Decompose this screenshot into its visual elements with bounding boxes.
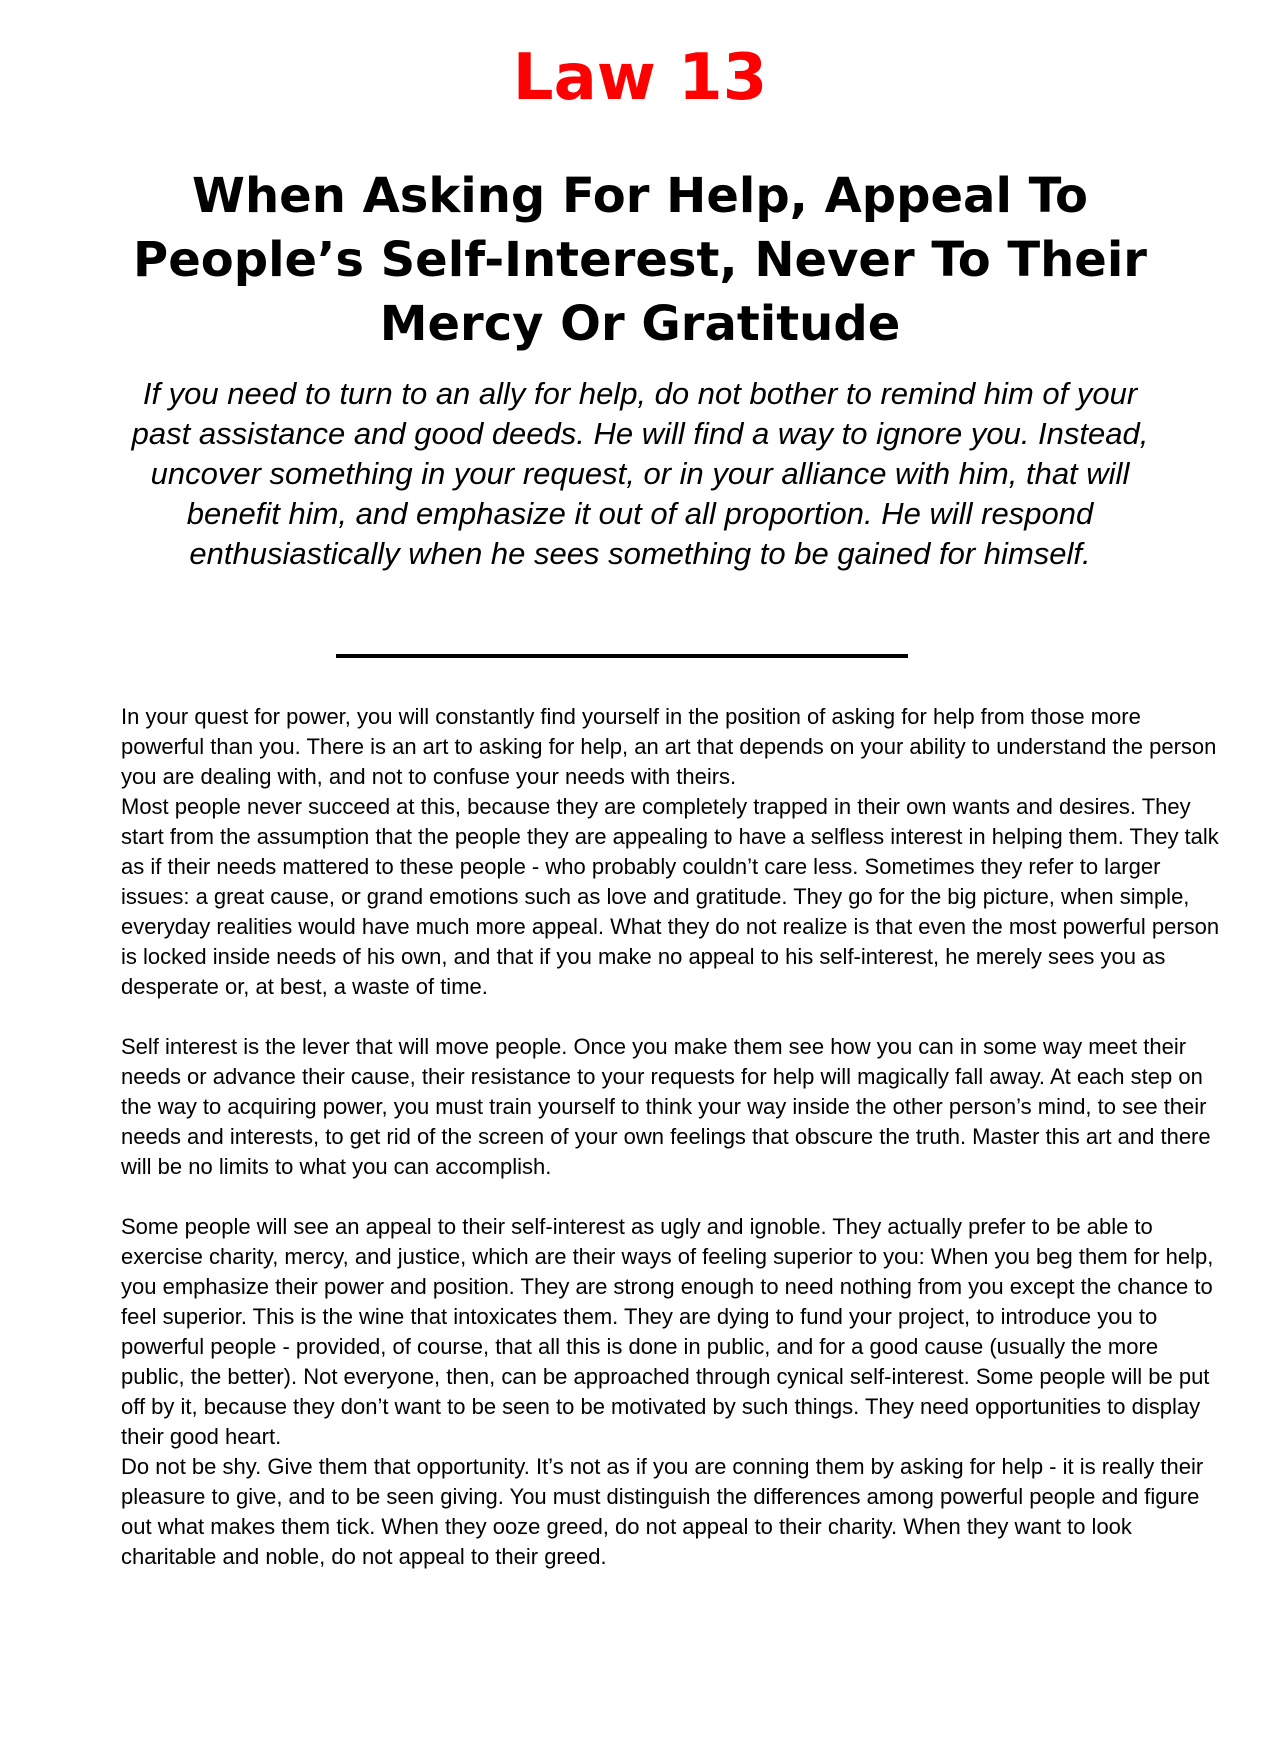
law-number-heading: Law 13 [512, 41, 768, 115]
body-paragraph-3: Self interest is the lever that will move people. Once you make them see how you can in some way meet their needs or advance their cause, their resistance to your requests for help will magically fall away. At each step on the way to acquiring power, you must train yourself to think your way inside the other person’s mind, to see their needs and interests, to get rid of the screen of your own feelings that obscure the truth. Master this art and there will be no limits to what you can accomplish. [121, 1034, 1211, 1179]
law-title-heading: When Asking For Help, Appeal To People’s Self-Interest, Never To Their Mercy Or Gratitude [133, 168, 1147, 352]
body-paragraph-5: Do not be shy. Give them that opportunity. It’s not as if you are conning them by asking for help - it is really their pleasure to give, and to be seen giving. You must distinguish the differences among powerful people and figure out what makes them tick. When they ooze greed, do not appeal to their charity. When they want to look charitable and noble, do not appeal to their greed. [121, 1454, 1204, 1569]
section-divider [336, 654, 908, 658]
body-paragraph-1: In your quest for power, you will constantly find yourself in the position of asking for help from those more powerful than you. There is an art to asking for help, an art that depends on your ability to understand the person you are dealing with, and not to confuse your needs with theirs. [121, 704, 1217, 789]
body-text [121, 702, 1221, 1572]
body-paragraph-2: Most people never succeed at this, because they are completely trapped in their own wants and desires. They start from the assumption that the people they are appealing to have a selfless interest in helping them. They talk as if their needs mattered to these people - who probably couldn’t care less. Sometimes they refer to larger issues: a great cause, or grand emotions such as love and gratitude. They go for the big picture, when simple, everyday realities would have much more appeal. What they do not realize is that even the most powerful person is locked inside needs of his own, and that if you make no appeal to his self-interest, he merely sees you as desperate or, at best, a waste of time. [121, 794, 1220, 999]
law-summary: If you need to turn to an ally for help, do not bother to remind him of your past assistance and good deeds. He will find a way to ignore you. Instead, uncover something in your request, or in your alliance with him, that will benefit him, and emphasize it out of all proportion. He will respond enthusiastically when he sees something to be gained for himself. [131, 376, 1149, 571]
body-paragraph-4: Some people will see an appeal to their self-interest as ugly and ignoble. They actually prefer to be able to exercise charity, mercy, and justice, which are their ways of feeling superior to you: When you beg them for help, you emphasize their power and position. They are strong enough to need nothing from you except the chance to feel superior. This is the wine that intoxicates them. They are dying to fund your project, to introduce you to powerful people - provided, of course, that all this is done in public, and for a good cause (usually the more public, the better). Not everyone, then, can be approached through cynical self-interest. Some people will be put off by it, because they don’t want to be seen to be motivated by such things. They need opportunities to display their good heart. [121, 1214, 1214, 1449]
